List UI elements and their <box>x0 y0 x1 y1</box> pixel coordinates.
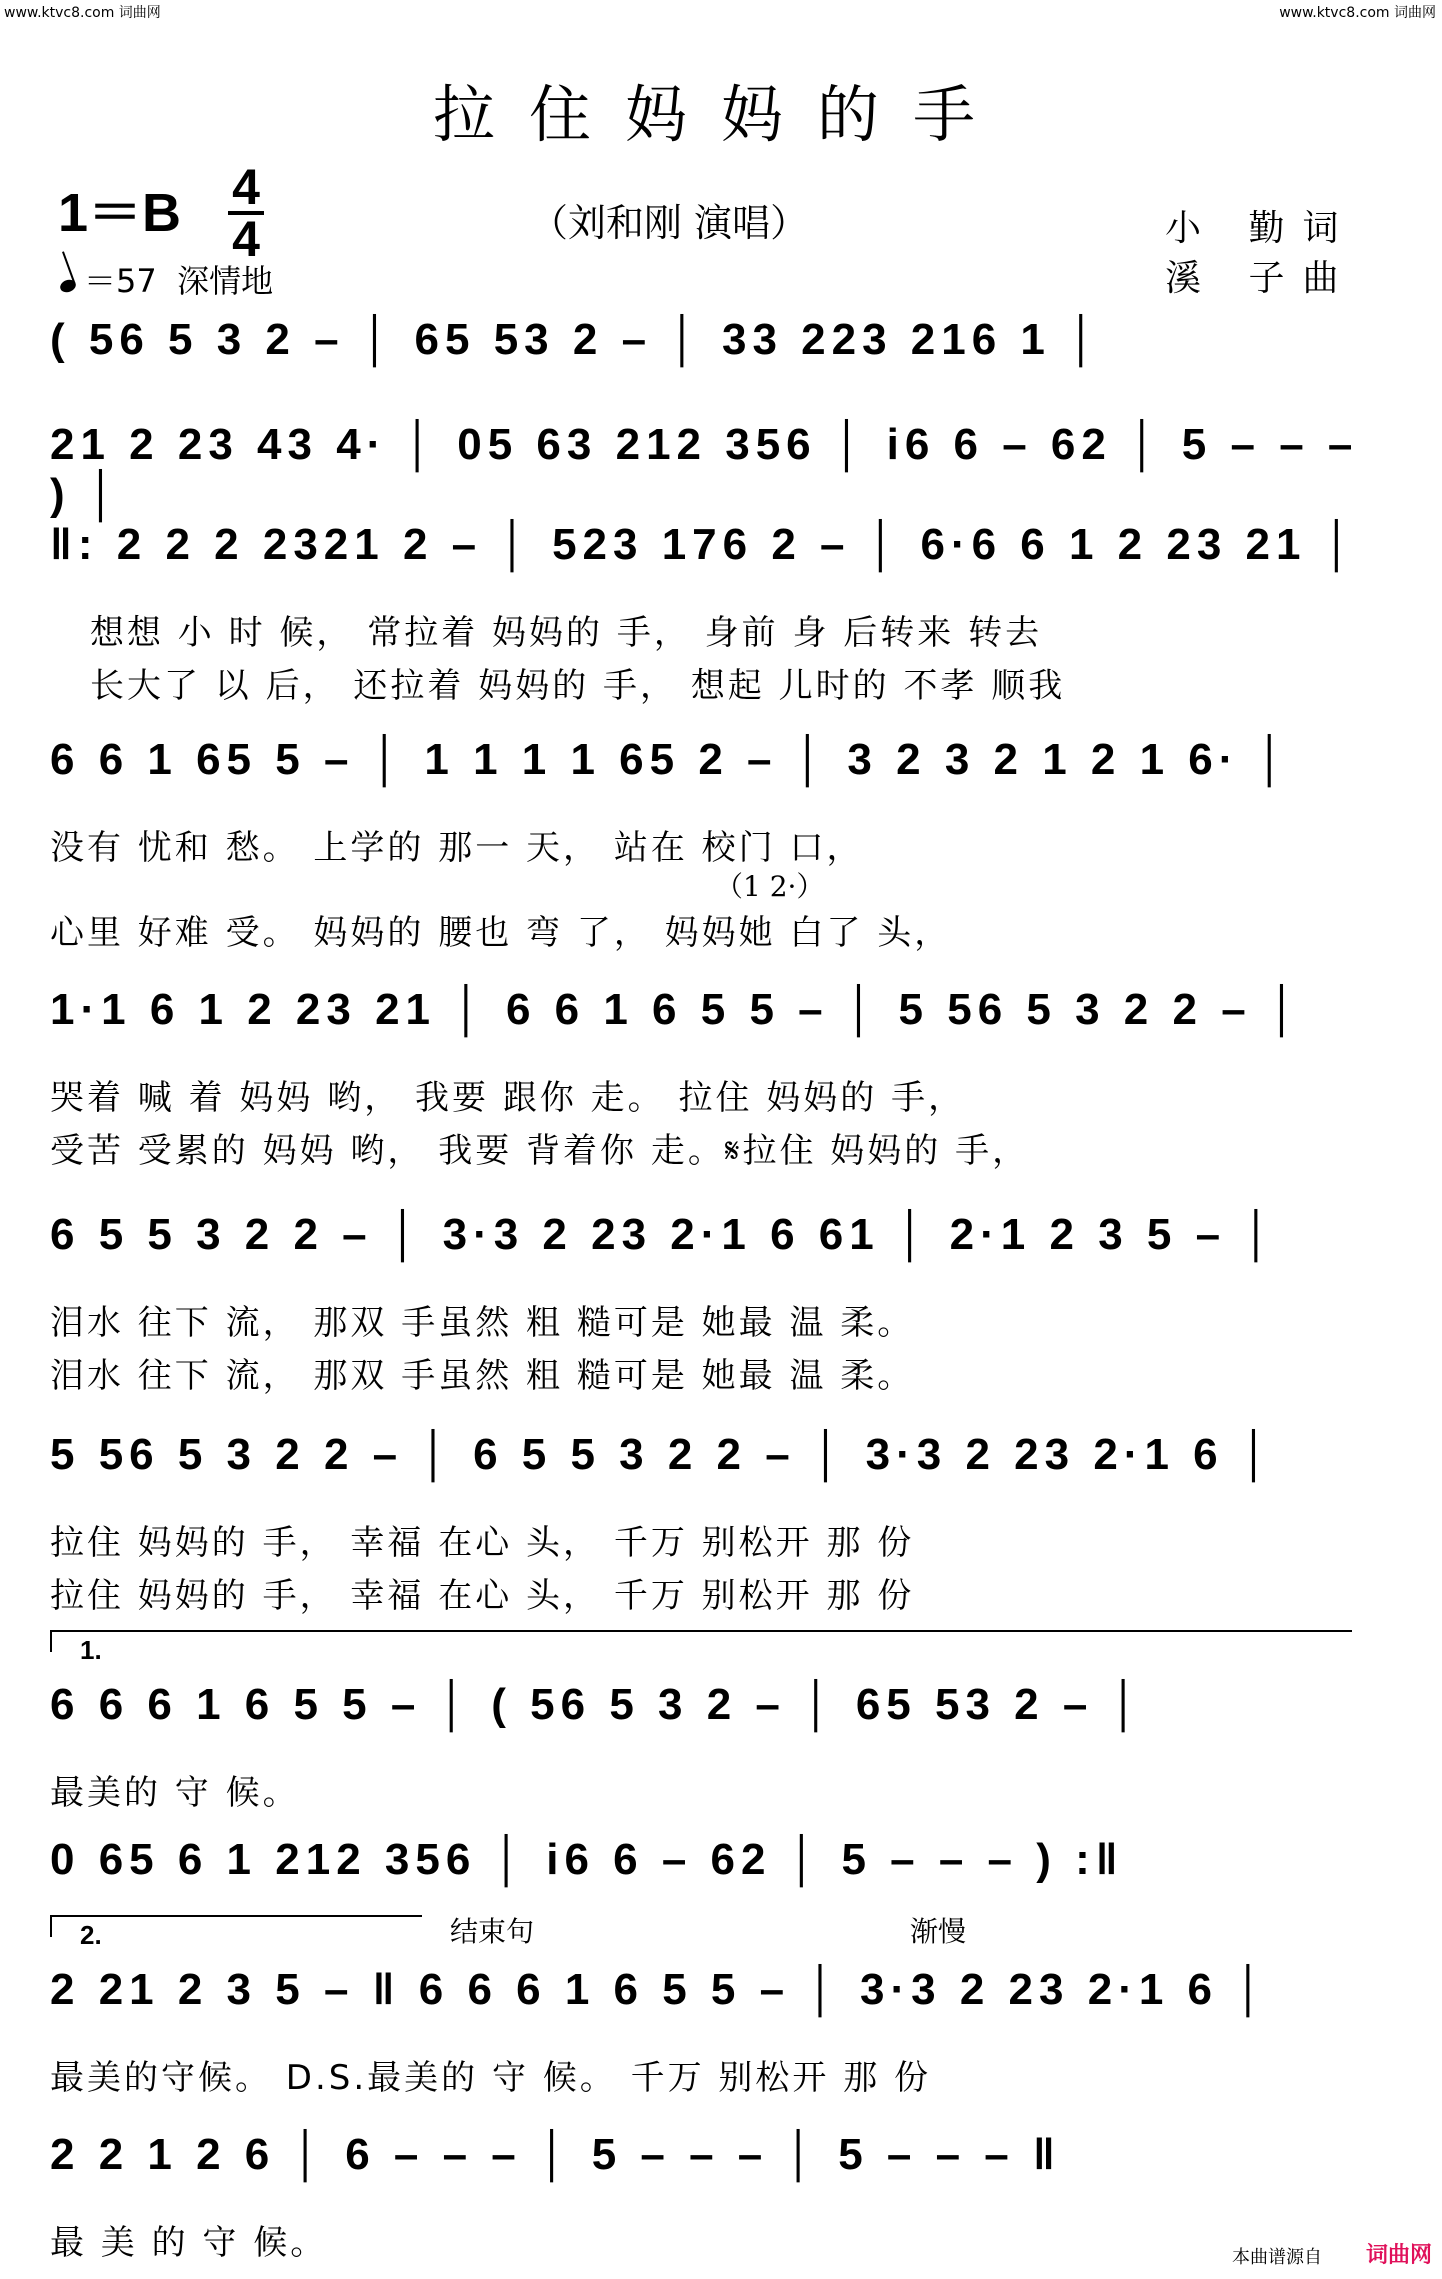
performer: （刘和刚 演唱） <box>530 201 809 245</box>
lyrics-verse-2: 拉住 妈妈的 手， 幸福 在心 头， 千万 别松开 那 份 <box>50 1576 915 1616</box>
lyrics-verse-2: 心里 好难 受。 妈妈的 腰也 弯 了， 妈妈她 白了 头， <box>50 913 952 953</box>
lyrics-verse-1: 拉住 妈妈的 手， 幸福 在心 头， 千万 别松开 那 份 <box>50 1523 915 1563</box>
site-logo: 词曲网 <box>1365 2243 1432 2268</box>
volta-number: 2. <box>80 1920 102 1950</box>
lyrics-verse-1: 哭着 喊 着 妈妈 哟， 我要 跟你 走。 拉住 妈妈的 手， <box>50 1078 966 1118</box>
tempo-expression: 深情地 <box>177 262 274 300</box>
lyrics-verse-2: 长大了 以 后， 还拉着 妈妈的 手， 想起 儿时的 不孝 顺我 <box>90 666 1066 706</box>
composer: 溪 子曲 <box>1165 258 1357 299</box>
time-signature-bottom: 4 <box>232 211 260 267</box>
notation: 6 6 6 1 6 5 5 – │ ( 56 5 3 2 – │ 65 53 2 – │ <box>50 1680 1146 1729</box>
volta-hint: （1 2·） <box>715 870 825 903</box>
lyrics-verse-1: 最 美 的 守 候。 <box>50 2223 328 2263</box>
source-note: 本曲谱源自 <box>1232 2247 1322 2268</box>
lyricist: 小 勤词 <box>1165 208 1357 249</box>
lyrics-verse-1: 没有 忧和 愁。 上学的 那一 天， 站在 校门 口， <box>50 828 864 868</box>
notation: 5 56 5 3 2 2 – │ 6 5 5 3 2 2 – │ 3·3 2 23 2·1 6 │ <box>50 1430 1276 1479</box>
key-signature: 1＝B <box>58 183 182 243</box>
lyrics-verse-1: 最美的 守 候。 <box>50 1773 300 1813</box>
volta-number: 1. <box>80 1635 102 1665</box>
notation: ( 56 5 3 2 – │ 65 53 2 – │ 33 223 216 1 │ <box>50 315 1103 364</box>
notation: 6 6 1 65 5 – │ 1 1 1 1 65 2 – │ 3 2 3 2 1 2 1 6· │ <box>50 735 1292 784</box>
volta-bracket <box>50 1915 422 1937</box>
lyrics-verse-1: 最美的守候。 D.S.最美的 守 候。 千万 别松开 那 份 <box>50 2058 932 2098</box>
notation: 6 5 5 3 2 2 – │ 3·3 2 23 2·1 6 61 │ 2·1 2 3 5 – │ <box>50 1210 1278 1259</box>
notation: 1·1 6 1 2 23 21 │ 6 6 1 6 5 5 – │ 5 56 5 3 2 2 – │ <box>50 985 1304 1034</box>
coda-label: 结束句 <box>450 1915 535 1948</box>
song-title: 拉住妈妈的手 <box>432 78 1009 151</box>
site-url-left: www.ktvc8.com 词曲网 <box>4 5 161 21</box>
notation: ‖: 2 2 2 2321 2 – │ 523 176 2 – │ 6·6 6 1 2 23 21 │ <box>50 520 1359 569</box>
site-url-right: www.ktvc8.com 词曲网 <box>1279 5 1436 21</box>
lyrics-verse-2: 受苦 受累的 妈妈 哟， 我要 背着你 走。𝄋拉住 妈妈的 手， <box>50 1131 1030 1171</box>
notation: 2 21 2 3 5 – ‖ 6 6 6 1 6 5 5 – │ 3·3 2 23 2·1 6 │ <box>50 1965 1270 2014</box>
lyrics-verse-1: 泪水 往下 流， 那双 手虽然 粗 糙可是 她最 温 柔。 <box>50 1303 915 1343</box>
notation: 2 2 1 2 6 │ 6 – – – │ 5 – – – │ 5 – – – ‖ <box>50 2130 1061 2179</box>
notation: 21 2 23 43 4· │ 05 63 212 356 │ i6 6 – 62 │ 5 – – – ) │ <box>50 420 1359 519</box>
time-signature <box>228 159 264 267</box>
tempo-change-mark: 渐慢 <box>910 1915 967 1948</box>
tempo-value: ＝57 <box>84 262 157 300</box>
quarter-note-icon <box>58 278 77 295</box>
time-signature-top: 4 <box>232 159 260 215</box>
volta-bracket <box>50 1630 1352 1652</box>
lyrics-verse-2: 泪水 往下 流， 那双 手虽然 粗 糙可是 她最 温 柔。 <box>50 1356 915 1396</box>
notation: 0 65 6 1 212 356 │ i6 6 – 62 │ 5 – – – ) :‖ <box>50 1835 1124 1884</box>
lyrics-verse-1: 想想 小 时 候， 常拉着 妈妈的 手， 身前 身 后转来 转去 <box>90 613 1043 653</box>
tempo-mark <box>60 256 273 302</box>
